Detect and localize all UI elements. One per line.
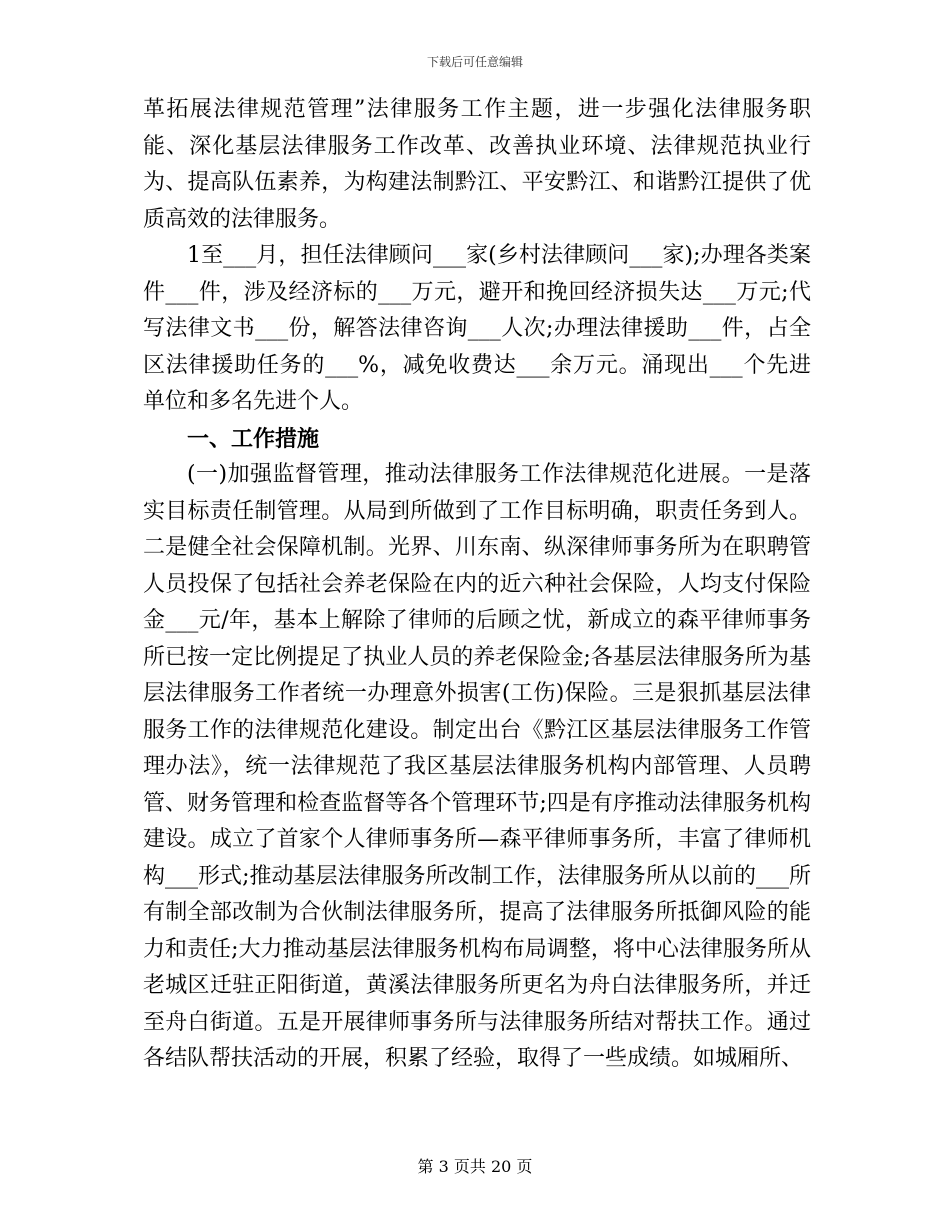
paragraph-measures: (一)加强监督管理，推动法律服务工作法律规范化进展。一是落实目标责任制管理。从局到所做到了工作目标明确，职责任务到人。二是健全社会保障机制。光界、川东南、纵深律师事务所为在职聘管人员投保了包括社会养老保险在内的近六种社会保险，人均支付保险金___元/年，基本上解除了律师的后顾之忧，新成立的森平律师事务所已按一定比例提足了执业人员的养老保险金;各基层法律服务所为基层法律服务工作者统一办理意外损害(工伤)保险。三是狠抓基层法律服务工作的法律规范化建设。制定出台《黔江区基层法律服务工作管理办法》，统一法律规范了我区基层法律服务机构内部管理、人员聘管、财务管理和检查监督等各个管理环节;四是有序推动法律服务机构建设。成立了首家个人律师事务所—森平律师事务所，丰富了律师机构___形式;推动基层法律服务所改制工作，法律服务所从以前的___所有制全部改制为合伙制法律服务所，提高了法律服务所抵御风险的能力和责任;大力推动基层法律服务机构布局调整，将中心法律服务所从老城区迁驻正阳街道，黄溪法律服务所更名为舟白法律服务所，并迁至舟白街道。五是开展律师事务所与法律服务所结对帮扶工作。通过各结队帮扶活动的开展，积累了经验，取得了一些成绩。如城厢所、 — [143, 462, 811, 1071]
paragraph-continuation: 革拓展法律规范管理”法律服务工作主题，进一步强化法律服务职能、深化基层法律服务工作改革、改善执业环境、法律规范执业行为、提高队伍素养，为构建法制黔江、平安黔江、和谐黔江提供了优质高效的法律服务。 — [143, 97, 811, 232]
paragraph-statistics: 1至___月，担任法律顾问___家(乡村法律顾问___家);办理各类案件___件，涉及经济标的___万元，避开和挽回经济损失达___万元;代写法律文书___份，解答法律咨询___人次;办理法律援助___件，占全区法律援助任务的___%，减免收费达___余万元。涌现出___个先进单位和多名先进个人。 — [143, 243, 811, 414]
page-number: 第 3 页共 20 页 — [417, 1157, 533, 1176]
page-header-note: 下载后可任意编辑 — [426, 55, 523, 69]
document-body — [143, 92, 811, 1078]
section-heading: 一、工作措施 — [187, 425, 320, 452]
